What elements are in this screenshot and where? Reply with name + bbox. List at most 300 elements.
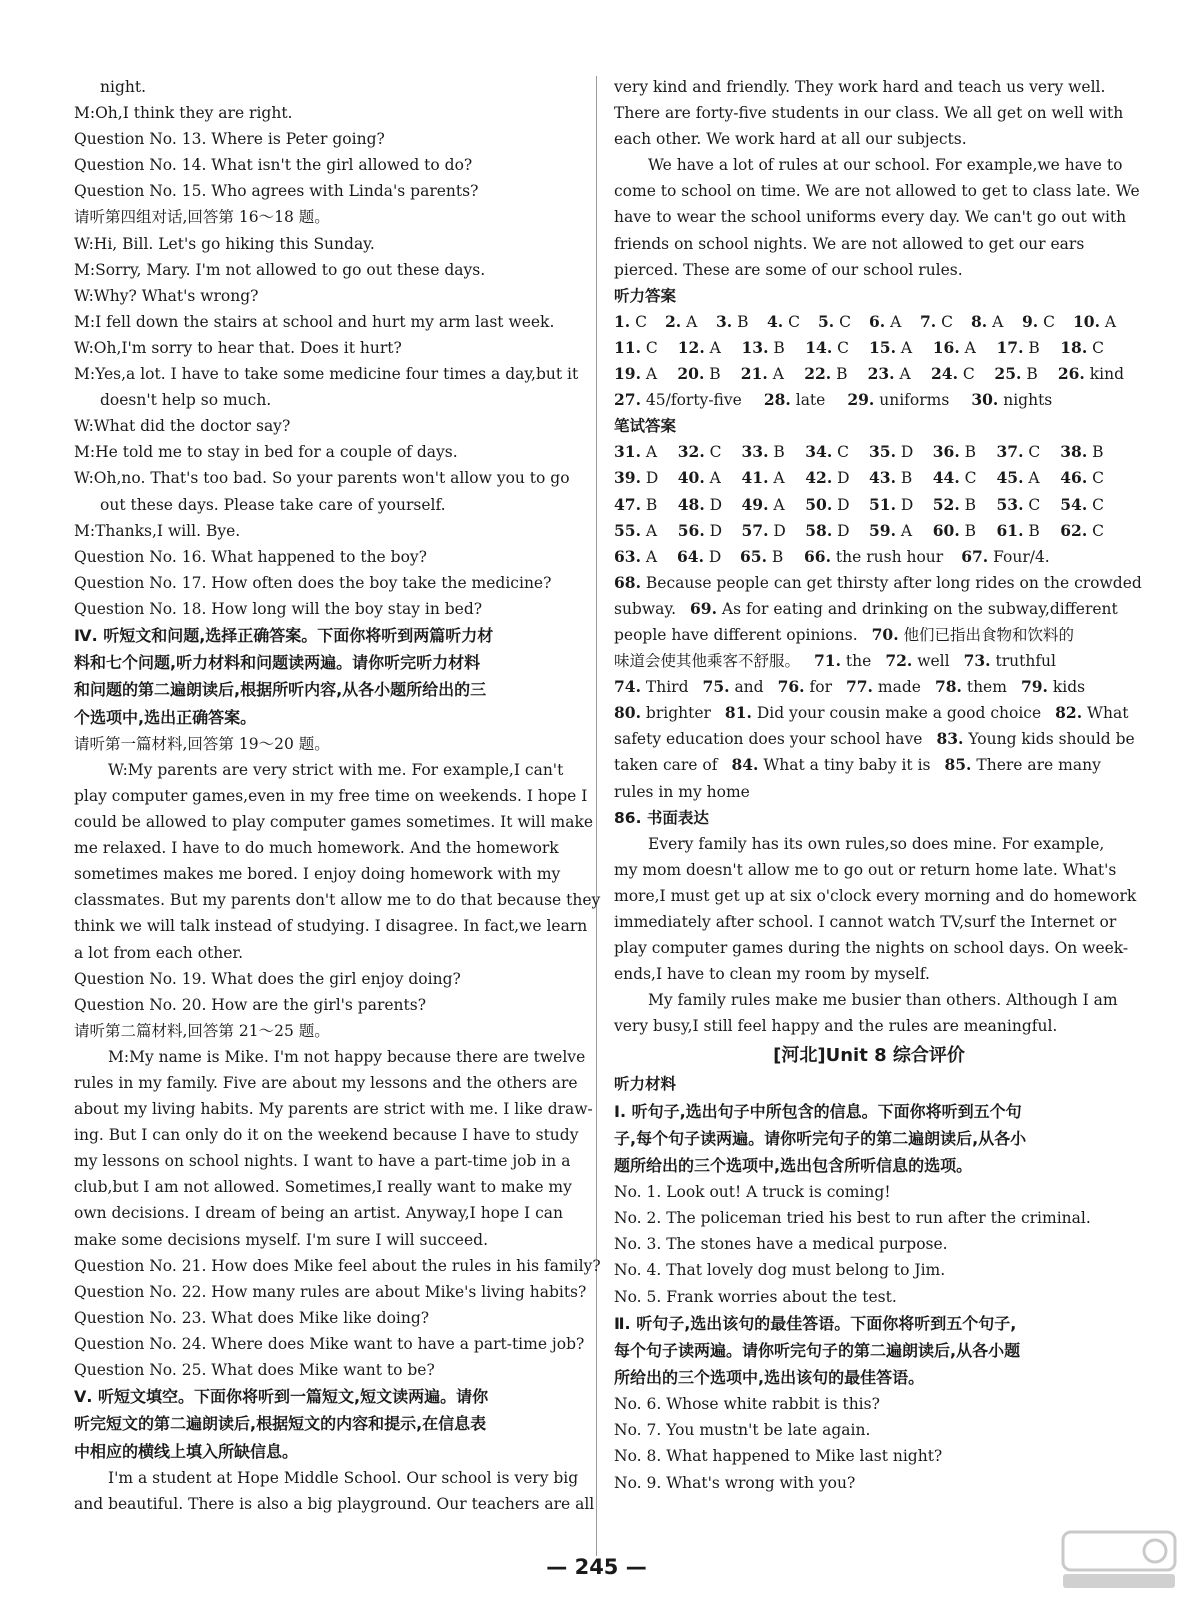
answer-text: What a tiny baby it is (763, 756, 931, 775)
answer-text: truthful (995, 652, 1056, 671)
answer-text: the rush hour (835, 547, 944, 566)
answer-text: C (1092, 338, 1105, 357)
question-number: 35. (869, 442, 896, 462)
answer-text: A (773, 495, 785, 514)
text-line: Question No. 22. How many rules are about Mike's living habits? (74, 1282, 587, 1301)
text-line: and beautiful. There is also a big playground. Our teachers are all (74, 1494, 595, 1513)
answer-text: C (1092, 521, 1105, 540)
answer-text: D (900, 443, 914, 462)
answer-line (614, 674, 1124, 700)
answer-item (614, 361, 677, 387)
answer-text: B (1092, 443, 1104, 462)
text-line: My family rules make me busier than others. Although I am (648, 991, 1118, 1010)
answer-text: uniforms (879, 391, 950, 410)
answer-item (614, 730, 922, 748)
answer-line (614, 622, 1124, 648)
answer-text: D (709, 495, 723, 514)
question-number: 3. (716, 311, 733, 331)
answer-text: B (836, 365, 848, 384)
text-line: play computer games,even in my free time on weekends. I hope I (74, 786, 588, 805)
answer-text: them (966, 678, 1007, 697)
answer-text: Young kids should be (968, 730, 1135, 749)
answer-text: rules in my home (614, 782, 750, 801)
question-number: 40. (677, 468, 705, 488)
answer-line (614, 648, 1124, 674)
answer-item (678, 465, 742, 491)
answer-item (614, 492, 678, 518)
question-number: 56. (677, 520, 705, 540)
answer-item (1022, 309, 1073, 335)
answer-text: B (737, 312, 749, 331)
answer-text: C (837, 443, 850, 462)
answer-text: C (1092, 469, 1105, 488)
answer-text: There are many (976, 756, 1101, 775)
question-number: 65. (740, 546, 767, 566)
answer-item (742, 439, 806, 465)
writing-heading: 86. 书面表达 (614, 808, 709, 827)
question-number: 32. (677, 442, 705, 462)
column-divider (596, 76, 597, 1556)
answer-text: safety education does your school have (614, 730, 923, 749)
question-number: 62. (1060, 520, 1088, 540)
section-instruction: 所给出的三个选项中,选出该句的最佳答语。 (614, 1368, 925, 1388)
answer-text: A (992, 312, 1004, 331)
answer-text: C (941, 312, 953, 331)
text-line: Question No. 13. Where is Peter going? (74, 130, 385, 149)
section-instruction: 听完短文的第二遍朗读后,根据短文的内容和提示,在信息表 (74, 1414, 487, 1434)
question-number: 31. (614, 442, 641, 462)
text-line: W:Oh,I'm sorry to hear that. Does it hurt? (74, 338, 402, 357)
text-line: own decisions. I dream of being an artist. Anyway,I hope I can (74, 1204, 564, 1223)
question-number: 42. (805, 468, 833, 488)
answer-item (933, 439, 997, 465)
text-line: play computer games during the nights on school days. On week- (614, 939, 1129, 958)
answer-text: A (1028, 469, 1040, 488)
answer-item (690, 600, 1118, 618)
text-line: Every family has its own rules,so does mine. For example, (648, 834, 1105, 853)
answer-item (741, 361, 804, 387)
answer-item (614, 309, 665, 335)
text-line: immediately after school. I cannot watch TV,surf the Internet or (614, 913, 1117, 931)
text-line: come to school on time. We are not allowed to get to class late. We (614, 182, 1140, 201)
answer-text: Because people can get thirsty after long rides on the crowded (645, 573, 1142, 592)
answer-item (614, 391, 742, 409)
page-number: — 245 — (546, 1555, 647, 1579)
answer-item (805, 465, 869, 491)
answer-item (1060, 335, 1124, 361)
answer-item (805, 439, 869, 465)
answer-text: What (1087, 704, 1129, 723)
answer-text: B (964, 495, 977, 514)
question-number: 61. (996, 520, 1024, 540)
answer-text: C (1092, 495, 1105, 514)
section-instruction: 个选项中,选出正确答案。 (74, 707, 257, 727)
question-number: 53. (996, 494, 1024, 514)
answer-text: A (964, 338, 976, 357)
answer-item (805, 492, 869, 518)
text-line: about my living habits. My parents are strict with me. I like draw- (74, 1100, 593, 1119)
answer-line (614, 570, 1142, 596)
answer-item (971, 391, 1052, 409)
written-answers-heading: 笔试答案 (614, 417, 677, 436)
text-line: Question No. 17. How often does the boy take the medicine? (74, 573, 552, 592)
question-number: 36. (932, 442, 960, 462)
question-number: 5. (818, 311, 835, 331)
answer-item (920, 309, 971, 335)
text-line: No. 1. Look out! A truck is coming! (614, 1183, 891, 1202)
question-number: 37. (996, 442, 1024, 462)
question-number: 80. (614, 703, 641, 723)
answer-line (614, 596, 1124, 622)
answer-text: 他们已指出食物和饮料的 (903, 625, 1075, 644)
answer-item (869, 335, 933, 361)
question-number: 58. (805, 520, 833, 540)
answer-item (804, 548, 943, 566)
answer-text: C (1043, 312, 1055, 331)
answer-text: A (900, 521, 913, 540)
answer-item (935, 678, 1007, 696)
text-line: very kind and friendly. They work hard and teach us very well. (614, 78, 1106, 96)
text-line: Question No. 19. What does the girl enjoy doing? (74, 969, 461, 988)
text-line: W:What did the doctor say? (74, 417, 291, 436)
text-line: We have a lot of rules at our school. For example,we have to (648, 156, 1123, 175)
answer-line (614, 779, 1124, 805)
answer-text: people have different opinions. (614, 625, 858, 644)
question-number: 66. (804, 546, 831, 566)
text-line: doesn't help so much. (100, 391, 272, 410)
question-number: 84. (731, 755, 759, 775)
text-line: There are forty-five students in our class. We all get on well with (614, 104, 1124, 123)
answer-text: C (709, 443, 722, 462)
question-number: 9. (1022, 311, 1039, 331)
answer-item (847, 391, 949, 409)
answer-row (614, 309, 1124, 335)
answer-line (614, 752, 1124, 778)
answer-text: taken care of (614, 756, 718, 775)
section-instruction: 中相应的横线上填入所缺信息。 (74, 1441, 299, 1461)
answer-item (614, 518, 678, 544)
listening-material (614, 1098, 1124, 1496)
text-line: club,but I am not allowed. Sometimes,I really want to make my (74, 1178, 572, 1197)
question-number: 33. (741, 442, 769, 462)
text-line: have to wear the school uniforms every day. We can't go out with (614, 208, 1127, 227)
text-line: night. (100, 78, 147, 96)
answer-item (964, 652, 1056, 670)
text-line: could be allowed to play computer games sometimes. It will make (74, 813, 594, 832)
answer-item (614, 626, 858, 644)
text-line: very busy,I still feel happy and the rules are meaningful. (614, 1017, 1058, 1036)
question-number: 45. (996, 468, 1024, 488)
text-line: M:My name is Mike. I'm not happy because there are twelve (108, 1047, 586, 1066)
text-line: W:Oh,no. That's too bad. So your parents won't allow you to go (74, 469, 570, 488)
question-number: 68. (614, 572, 641, 592)
answer-item (1055, 704, 1128, 722)
question-number: 16. (932, 337, 960, 357)
answer-text: A (899, 365, 911, 384)
text-line: W:Hi, Bill. Let's go hiking this Sunday. (74, 234, 375, 253)
answer-item (1058, 361, 1124, 387)
question-number: 47. (614, 494, 641, 514)
text-line: friends on school nights. We are not allowed to get our ears (614, 234, 1085, 253)
text-line: M:Yes,a lot. I have to take some medicine four times a day,but it (74, 365, 579, 384)
watermark-logo (1059, 1528, 1179, 1592)
answer-line (614, 726, 1135, 752)
answer-item (742, 465, 806, 491)
text-line: Question No. 24. Where does Mike want to have a part-time job? (74, 1334, 585, 1353)
answer-text: C (788, 312, 800, 331)
question-number: 69. (690, 598, 717, 618)
text-line: sometimes makes me bored. I enjoy doing homework with my (74, 865, 561, 884)
answer-row (614, 361, 1124, 387)
question-number: 29. (847, 390, 875, 410)
answer-text: B (900, 469, 913, 488)
question-number: 34. (805, 442, 833, 462)
question-number: 10. (1073, 311, 1100, 331)
question-number: 63. (614, 546, 641, 566)
answer-text: B (709, 365, 721, 384)
text-line: pierced. These are some of our school rules. (614, 260, 963, 279)
text-line: No. 9. What's wrong with you? (614, 1473, 856, 1492)
answer-item (614, 574, 1142, 592)
answer-item (614, 783, 750, 801)
answer-item (614, 600, 676, 618)
answer-text: C (964, 469, 977, 488)
written-answers-row (614, 544, 1124, 570)
question-number: 77. (845, 677, 873, 697)
question-number: 81. (724, 703, 752, 723)
answer-text: A (773, 469, 785, 488)
answer-text: B (964, 443, 977, 462)
answer-text: C (1028, 443, 1041, 462)
answer-text: Four/4. (993, 547, 1050, 566)
text-line: Question No. 23. What does Mike like doing? (74, 1308, 430, 1327)
answer-text: A (900, 338, 913, 357)
question-number: 44. (932, 468, 960, 488)
text-line: rules in my family. Five are about my lessons and the others are (74, 1074, 578, 1092)
section-instruction: 题所给出的三个选项中,选出包含所听信息的选项。 (614, 1155, 973, 1175)
answer-text: made (877, 678, 921, 697)
question-number: 55. (614, 520, 641, 540)
question-number: 14. (805, 337, 833, 357)
question-number: 74. (614, 677, 641, 697)
answer-text: D (900, 495, 914, 514)
unit-title: [河北]Unit 8 综合评价 (773, 1045, 965, 1067)
listening-answers (614, 309, 1124, 413)
answer-item (933, 335, 997, 361)
question-number: 73. (963, 651, 991, 671)
question-number: 7. (920, 311, 937, 331)
written-answers-text (614, 570, 1142, 805)
answer-text: late (795, 391, 826, 410)
question-number: 78. (934, 677, 962, 697)
answer-item (933, 518, 997, 544)
answer-item (997, 492, 1061, 518)
answer-item (731, 756, 930, 774)
answer-text: B (1028, 338, 1040, 357)
answer-text: C (839, 312, 851, 331)
text-line: 请听第一篇材料,回答第 19～20 题。 (74, 734, 330, 753)
text-line: ing. But I can only do it on the weekend because I have to study (74, 1126, 579, 1145)
answer-item (678, 492, 742, 518)
question-number: 2. (665, 311, 682, 331)
answer-text: C (962, 365, 975, 384)
answer-text: 45/forty-five (645, 391, 742, 410)
text-line: more,I must get up at six o'clock every morning and do homework (614, 886, 1137, 905)
answer-item (767, 309, 818, 335)
text-line: M:Sorry, Mary. I'm not allowed to go out these days. (74, 260, 486, 279)
answer-item (1060, 492, 1124, 518)
text-line: M:Thanks,I will. Bye. (74, 521, 241, 540)
answer-item (997, 439, 1061, 465)
answer-item (716, 309, 767, 335)
text-line: Question No. 15. Who agrees with Linda's parents? (74, 182, 479, 201)
section-instruction: 料和七个问题,听力材料和问题读两遍。请你听完听力材料 (74, 653, 481, 673)
answer-item (614, 678, 689, 696)
answer-item (933, 465, 997, 491)
passage-continued (614, 74, 1140, 283)
answer-item (678, 439, 742, 465)
answer-item (665, 309, 716, 335)
listening-material-heading: 听力材料 (614, 1075, 677, 1094)
answer-text: kind (1089, 365, 1124, 384)
answer-item (614, 439, 678, 465)
text-line: W:My parents are very strict with me. For example,I can't (108, 760, 564, 779)
answer-item (869, 465, 933, 491)
answer-item (814, 652, 871, 670)
answer-text: D (645, 469, 659, 488)
question-number: 11. (614, 337, 641, 357)
question-number: 8. (971, 311, 988, 331)
answer-text: D (773, 521, 786, 540)
question-number: 13. (741, 337, 769, 357)
answer-text: B (771, 547, 784, 566)
question-number: 70. (871, 624, 899, 644)
answer-text: D (708, 547, 722, 566)
question-number: 1. (614, 311, 631, 331)
text-line: my mom doesn't allow me to go out or return home late. What's (614, 860, 1117, 879)
written-answers (614, 439, 1124, 543)
answer-item (936, 730, 1134, 748)
answer-text: and (734, 678, 764, 697)
question-number: 59. (869, 520, 896, 540)
text-line: me relaxed. I have to do much homework. And the homework (74, 839, 559, 858)
answer-text: C (645, 338, 658, 357)
answer-item (614, 335, 678, 361)
question-number: 23. (867, 364, 895, 384)
question-number: 6. (869, 311, 886, 331)
answer-item (678, 518, 742, 544)
answer-text: Third (645, 678, 689, 697)
sample-composition (614, 831, 1137, 1040)
question-number: 82. (1055, 703, 1083, 723)
answer-item (703, 678, 764, 696)
text-line: Question No. 16. What happened to the boy? (74, 547, 427, 566)
answer-item (933, 492, 997, 518)
answer-item (997, 335, 1061, 361)
question-number: 46. (1060, 468, 1088, 488)
text-line: Question No. 14. What isn't the girl allowed to do? (74, 156, 473, 175)
question-number: 48. (677, 494, 705, 514)
answer-text: Did your cousin make a good choice (756, 704, 1042, 723)
answer-text: the (845, 652, 872, 671)
answer-item (804, 361, 867, 387)
answer-line (614, 700, 1129, 726)
question-number: 75. (702, 677, 730, 697)
answer-text: A (772, 365, 784, 384)
answer-text: subway. (614, 599, 676, 618)
answer-text: well (917, 652, 950, 671)
question-number: 22. (804, 364, 832, 384)
question-number: 85. (944, 755, 972, 775)
question-number: 51. (869, 494, 896, 514)
question-number: 19. (614, 364, 641, 384)
text-line: classmates. But my parents don't allow me to do that because they (74, 891, 601, 910)
answer-item (869, 492, 933, 518)
text-line: a lot from each other. (74, 943, 244, 962)
left-column (74, 74, 601, 1517)
section-instruction: 子,每个句子读两遍。请你听完句子的第二遍朗读后,从各小 (614, 1128, 1027, 1148)
right-column (614, 74, 1142, 1496)
text-line: Question No. 20. How are the girl's parents? (74, 995, 427, 1014)
answer-text: D (709, 521, 723, 540)
question-number: 17. (996, 337, 1024, 357)
question-number: 64. (677, 546, 704, 566)
answer-text: B (773, 338, 785, 357)
text-line: No. 4. That lovely dog must belong to Jim. (614, 1261, 946, 1280)
answer-item (614, 652, 800, 670)
answer-text: D (837, 495, 850, 514)
answer-text: A (890, 312, 902, 331)
answer-text: A (645, 547, 658, 566)
question-number: 15. (869, 337, 896, 357)
answer-item (778, 678, 832, 696)
text-line: 请听第二篇材料,回答第 21～25 题。 (74, 1021, 330, 1040)
question-number: 60. (932, 520, 960, 540)
answer-item (805, 335, 869, 361)
answer-item (869, 518, 933, 544)
answer-item (869, 309, 920, 335)
answer-text: D (837, 469, 850, 488)
answer-text: C (1028, 495, 1041, 514)
text-line: I'm a student at Hope Middle School. Our school is very big (108, 1468, 579, 1487)
question-number: 57. (741, 520, 769, 540)
section-instruction: Ⅰ. 听句子,选出句子中所包含的信息。下面你将听到五个句 (614, 1101, 1022, 1121)
answer-item (885, 652, 949, 670)
question-number: 79. (1020, 677, 1048, 697)
question-number: 20. (677, 364, 705, 384)
answer-item (994, 361, 1057, 387)
text-line: 请听第四组对话,回答第 16～18 题。 (74, 208, 330, 227)
question-number: 52. (932, 494, 960, 514)
text-line: make some decisions myself. I'm sure I will succeed. (74, 1230, 488, 1249)
question-number: 43. (869, 468, 896, 488)
question-number: 4. (767, 311, 784, 331)
text-line: my lessons on school nights. I want to have a part-time job in a (74, 1152, 571, 1171)
answer-text: C (635, 312, 647, 331)
answer-item (764, 391, 826, 409)
question-number: 21. (740, 364, 768, 384)
question-number: 18. (1060, 337, 1088, 357)
text-line: No. 5. Frank worries about the test. (614, 1287, 897, 1306)
answer-item (742, 492, 806, 518)
question-number: 39. (614, 468, 641, 488)
question-number: 27. (614, 390, 641, 410)
section-instruction: 和问题的第二遍朗读后,根据所听内容,从各小题所给出的三 (74, 680, 487, 700)
question-number: 83. (936, 729, 964, 749)
answer-text: B (1026, 365, 1038, 384)
answer-item (971, 309, 1022, 335)
answer-text: 味道会使其他乘客不舒服。 (614, 652, 801, 671)
